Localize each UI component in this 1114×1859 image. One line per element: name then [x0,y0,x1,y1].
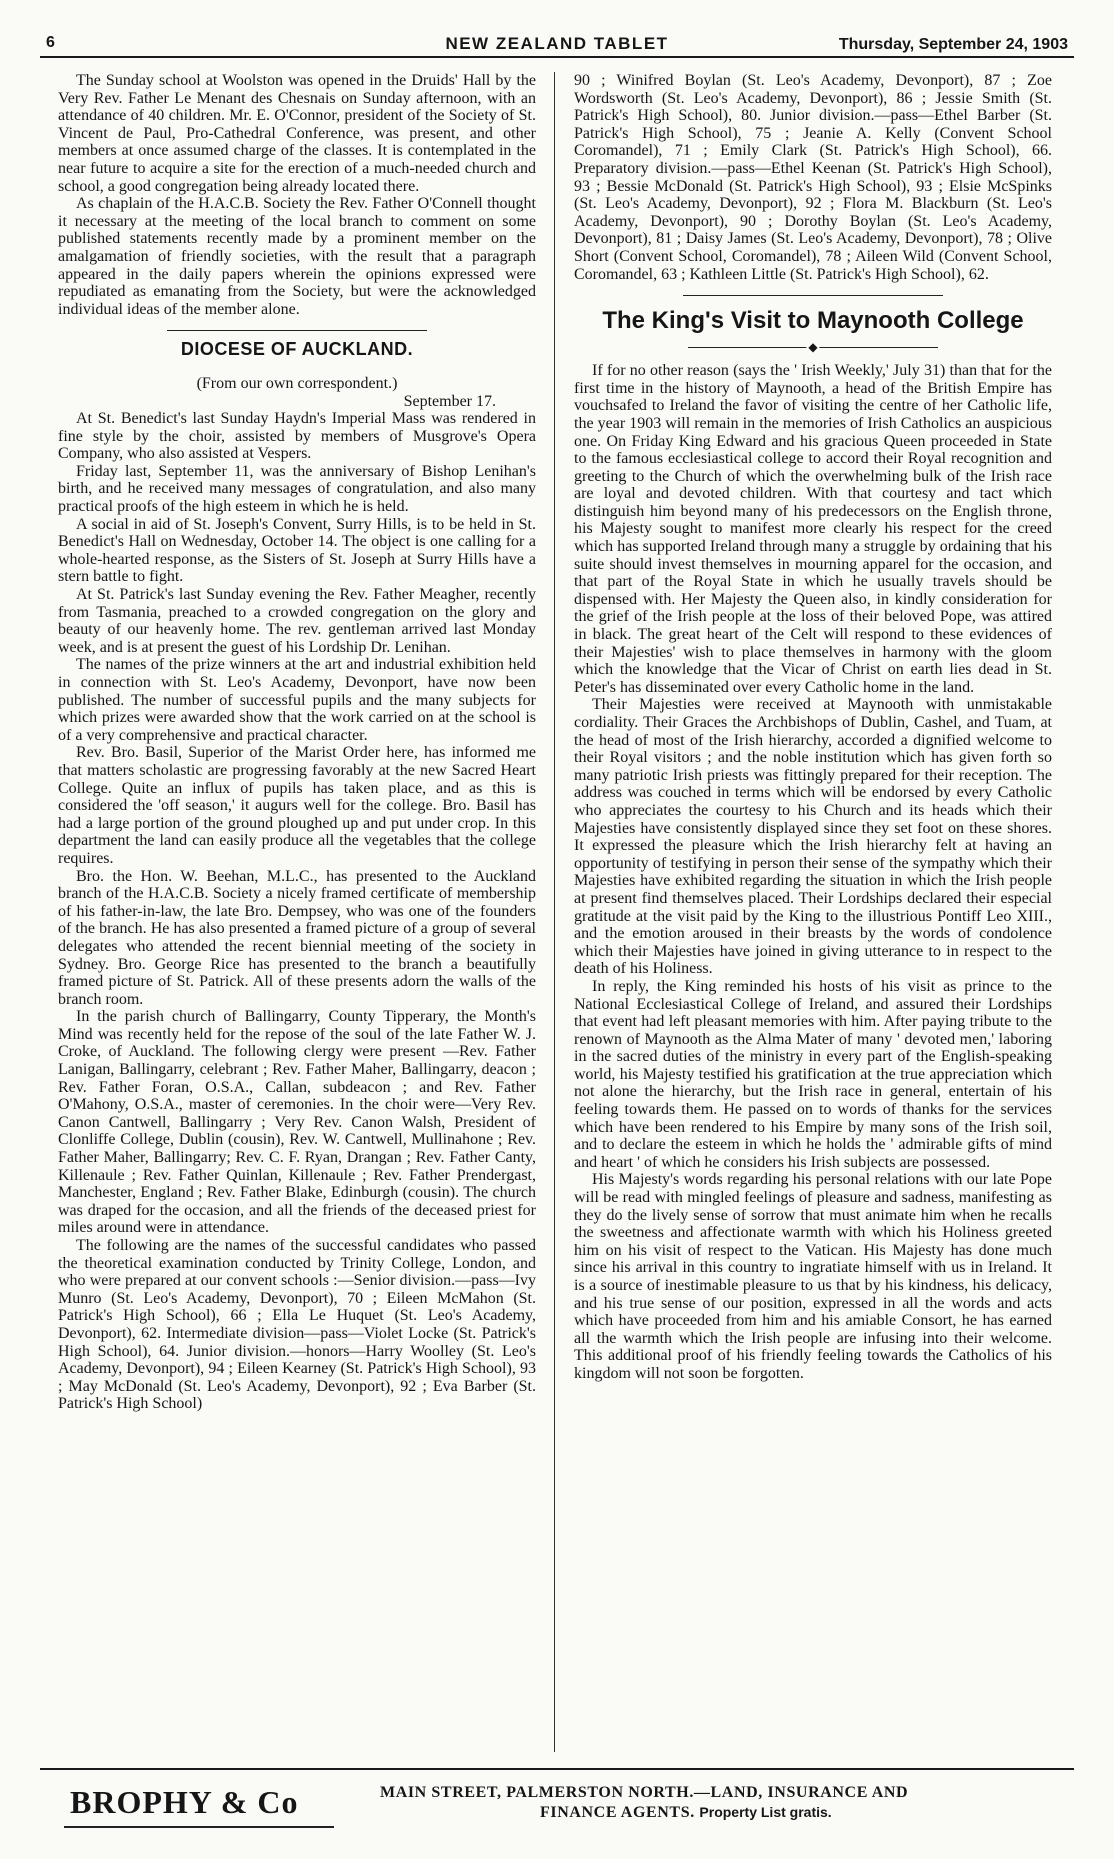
column-rule [554,72,555,1752]
paragraph-results-continued: 90 ; Winifred Boylan (St. Leo's Academy, Devonport), 87 ; Zoe Wordsworth (St. Leo's Academy, Devonport), 86 ; Jessie Smith (St. Patrick's High School), 80. Junior division.—pass—Ethel Barber (St. Patrick's High School), 75 ; Jeanie A. Kelly (Convent School Coromandel), 71 ; Emily Clark (St. Patrick's High School), 66. Preparatory division.—pass—Ethel Keenan (St. Patrick's High School), 93 ; Bessie McDonald (St. Patrick's High School), 93 ; Elsie McSpinks (St. Leo's Academy, Devonport), 92 ; Flora M. Blackburn (St. Leo's Academy, Devonport), 90 ; Dorothy Boylan (St. Leo's Academy, Devonport), 81 ; Daisy James (St. Leo's Academy, Devonport), 78 ; Olive Short (Convent School, Coromandel), 78 ; Aileen Wild (Convent School, Coromandel, 63 ; Kathleen Little (St. Patrick's High School), 62. [574,72,1052,283]
paragraph-maynooth-visit-intro: If for no other reason (says the ' Irish Weekly,' July 31) than that for the first time in the history of Maynooth, a head of the British Empire has vouchsafed to Ireland the favor of visiting the centre of her Catholic life, the year 1903 will remain in the memories of Irish Catholics an auspicious one. On Friday King Edward and his gracious Queen proceeded in State to the famous ecclesiastical college to accord their Royal recognition and greeting to the Church of which the overwhelming bulk of the Irish race are loyal and devoted children. With that courtesy and tact which distinguish him beyond many of his predecessors on the English throne, his Majesty sought to manifest more clearly his respect for the creed which has supported Ireland through many a struggle by ordaining that his suite should invest themselves in mourning apparel for the occasion, and that part of the Royal State in which he usually travels should be dispensed with. Her Majesty the Queen also, in kindly consideration for the grief of the Irish people at the loss of their beloved Pope, was attired in black. The great heart of the Celt will respond to these evidences of their Majesties' wish to place themselves in harmony with the gloom which the knowledge that the Vicar of Christ on earth lies dead in St. Peter's has disseminated over every Catholic home in the land. [574,362,1052,696]
advertisement-address: MAIN STREET, PALMERSTON NORTH.—LAND, INSURANCE AND [380,1784,909,1801]
advertisement [40,1778,1074,1838]
footer-rule [40,1768,1074,1770]
paragraph-sacred-heart-college: Rev. Bro. Basil, Superior of the Marist Order here, has informed me that matters scholastic are progressing favorably at the new Sacred Heart College. Quite an influx of pupils has taken place, and as this is considered the 'off season,' it augurs well for the college. Bro. Basil has had a large portion of the ground ploughed up and put under crop. In this department the land can easily produce all the vegetables that the college requires. [58,744,536,867]
paragraph-trinity-college-results: The following are the names of the successful candidates who passed the theoretical examination conducted by Trinity College, London, and who were prepared at our convent schools :—Senior division.—pass—Ivy Munro (St. Leo's Academy, Devonport), 70 ; Eileen McMahon (St. Patrick's High School), 66 ; Ella Le Huquet (St. Leo's Academy, Devonport), 62. Intermediate division—pass—Violet Locke (St. Patrick's High School), 64. Junior division.—honors—Harry Woolley (St. Leo's Academy, Devonport), 94 ; Eileen Kearney (St. Patrick's High School), 93 ; May McDonald (St. Leo's Academy, Devonport), 92 ; Eva Barber (St. Patrick's High School) [58,1237,536,1413]
paragraph-convent-social: A social in aid of St. Joseph's Convent, Surry Hills, is to be held in St. Benedict's Hall on Wednesday, October 14. The object is one calling for a whole-hearted response, as the Sisters of St. Joseph at Surry Hills have a stern battle to fight. [58,515,536,586]
section-heading-diocese-auckland: DIOCESE OF AUCKLAND. [180,339,414,360]
paragraph-reception: Their Majesties were received at Maynooth with unmistakable cordiality. Their Graces the Archbishops of Dublin, Cashel, and Tuam, at the head of most of the Irish hierarchy, accorded a dignified welcome to their Royal visitors ; and the noble institution which has given forth so many patriotic Irish priests was fittingly prepared for their reception. The address was couched in terms which will be endorsed by every Catholic who appreciates the courtesy to his Church and its heads which their Majesties have consistently displayed since they set foot on these shores. It expressed the pleasure which the Irish hierarchy felt at having an opportunity of testifying in person their sense of the sympathy which their Majesties have exhibited regarding the situation in which the Irish people at present find themselves placed. Their Lordships declared their especial gratitude at the visit paid by the King to the illustrious Pontiff Leo XIII., and the emotion aroused in their breasts by the words of condolence which their Majesties have joined in giving utterance to in respect to the death of his Holiness. [574,696,1052,978]
article-heading-kings-visit: The King's Visit to Maynooth College [602,307,1024,335]
newspaper-title: NEW ZEALAND TABLET [445,34,669,53]
paragraph-bishop-anniversary: Friday last, September 11, was the anniversary of Bishop Lenihan's birth, and he received many messages of congratulation, and also many practical proofs of the high esteem in which he is held. [58,462,536,516]
paragraph-hacb-presentations: Bro. the Hon. W. Beehan, M.L.C., has presented to the Auckland branch of the H.A.C.B. Society a nicely framed certificate of membership of his father-in-law, the late Bro. Dempsey, who was one of the founders of the branch. He has also presented a framed picture of a group of several delegates who attended the recent biennial meeting of the society in Sydney. Bro. George Rice has presented to the branch a beautifully framed picture of St. Patrick. All of these presents adorn the walls of the branch room. [58,867,536,1008]
paragraph-months-mind: In the parish church of Ballingarry, County Tipperary, the Month's Mind was recently held for the repose of the soul of the late Father W. J. Croke, of Auckland. The following clergy were present —Rev. Father Lanigan, Ballingarry, celebrant ; Rev. Father Maher, Ballingarry, deacon ; Rev. Father Foran, O.S.A., Callan, subdeacon ; and Rev. Father O'Mahony, O.S.A., master of ceremonies. In the choir were—Very Rev. Canon Cantwell, Ballingarry ; Very Rev. Canon Walsh, President of Clonliffe College, Dublin (cousin), Rev. W. Cantwell, Mullinahone ; Rev. Father Maher, Ballingarry; Rev. C. F. Ryan, Drangan ; Rev. Father Canty, Killenaule ; Rev. Father Quinlan, Killenaule ; Rev. Father Prendergast, Manchester, England ; Rev. Father Blake, Edinburgh (cousin). The church was draped for the occasion, and all the friends of the deceased priest for miles around were in attendance. [58,1008,536,1237]
dateline: September 17. [403,392,496,410]
diamond-ornament-icon: ◆ [806,339,819,357]
paragraph-father-meagher: At St. Patrick's last Sunday evening the Rev. Father Meagher, recently from Tasmania, preached to a crowded congregation on the glory and beauty of our heavenly home. The rev. gentleman arrived last Monday week, and is at present the guest of his Lordship Dr. Lenihan. [58,586,536,656]
issue-date: Thursday, September 24, 1903 [838,36,1068,53]
ornament-rule [688,340,938,355]
correspondent-byline: (From our own correspondent.) [196,374,398,392]
advertisement-agents: FINANCE AGENTS. [540,1804,695,1821]
section-divider [167,330,427,331]
article-divider [683,295,943,296]
paragraph-hacb-chaplain: As chaplain of the H.A.C.B. Society the Rev. Father O'Connell thought it necessary at the meeting of the local branch to comment on some published statements recently made by a prominent member on the amalgamation of friendly societies, with the result that a paragraph appeared in the daily papers wherein the opinions expressed were repudiated as emanating from the Society, but were the acknowledged individual ideas of the member alone. [58,195,536,318]
advertisement-services [540,1804,832,1822]
left-column [58,72,536,1752]
paragraph-prize-winners: The names of the prize winners at the art and industrial exhibition held in connection with St. Leo's Academy, Devonport, have now been published. The number of successful pupils and the many subjects for which prizes were awarded show that the work carried on at the school is of a very comprehensive and practical character. [58,656,536,744]
advertiser-name: BROPHY & Co [70,1784,299,1820]
paragraph-kings-reply: In reply, the King reminded his hosts of his visit as prince to the National Ecclesiastical College of Ireland, and assured their Lordships that event had left pleasant memories with him. After paying tribute to the renown of Maynooth as the Alma Mater of many ' devoted men,' laboring in the sacred duties of the ministry in every part of the English-speaking world, his Majesty testified his gratification at the true appreciation which not alone the hierarchy, but the Irish race in general, entertain of his feeling towards them. He passed on to words of thanks for the services which have been rendered to his Empire by many sons of the Irish soil, and to declare the esteem in which he holds the ' admirable gifts of mind and heart ' of which he considers his Irish subjects are possessed. [574,977,1052,1171]
paragraph-woolston-sunday-school: The Sunday school at Woolston was opened in the Druids' Hall by the Very Rev. Father Le Menant des Chesnais on Sunday afternoon, with an attendance of 40 children. Mr. E. O'Connor, president of the Society of St. Vincent de Paul, Pro-Cathedral Conference, was present, and other members at once assumed charge of the classes. It is contemplated in the near future to acquire a site for the erection of a much-needed church and school, a good congregation being already located there. [58,72,536,195]
page-header [40,26,1074,58]
paragraph-st-benedicts-mass: At St. Benedict's last Sunday Haydn's Imperial Mass was rendered in fine style by the choir, assisted by members of Musgrove's Opera Company, who also assisted at Vespers. [58,410,536,463]
paragraph-late-pope: His Majesty's words regarding his personal relations with our late Pope will be read with mingled feelings of pleasure and sadness, manifesting as they do the lively sense of sorrow that must animate him when he recalls the sweetness and affectionate warmth with which his Holiness greeted him on his visit of respect to the Vatican. His Majesty has done much since his arrival in this country to ingratiate himself with us in Ireland. It is a source of inestimable pleasure to us that by his kindness, his delicacy, and his true sense of our position, expressed in all the words and acts which have proceeded from him and his amiable Consort, he has earned all the warmth which the Irish people are infusing into their welcome. This additional proof of his friendly feeling towards the Catholics of his kingdom will not soon be forgotten. [574,1171,1052,1382]
advertisement-property-list: Property List gratis. [699,1804,832,1820]
page-number: 6 [46,34,55,51]
right-column [574,72,1052,1752]
advertiser-underline [64,1826,334,1828]
